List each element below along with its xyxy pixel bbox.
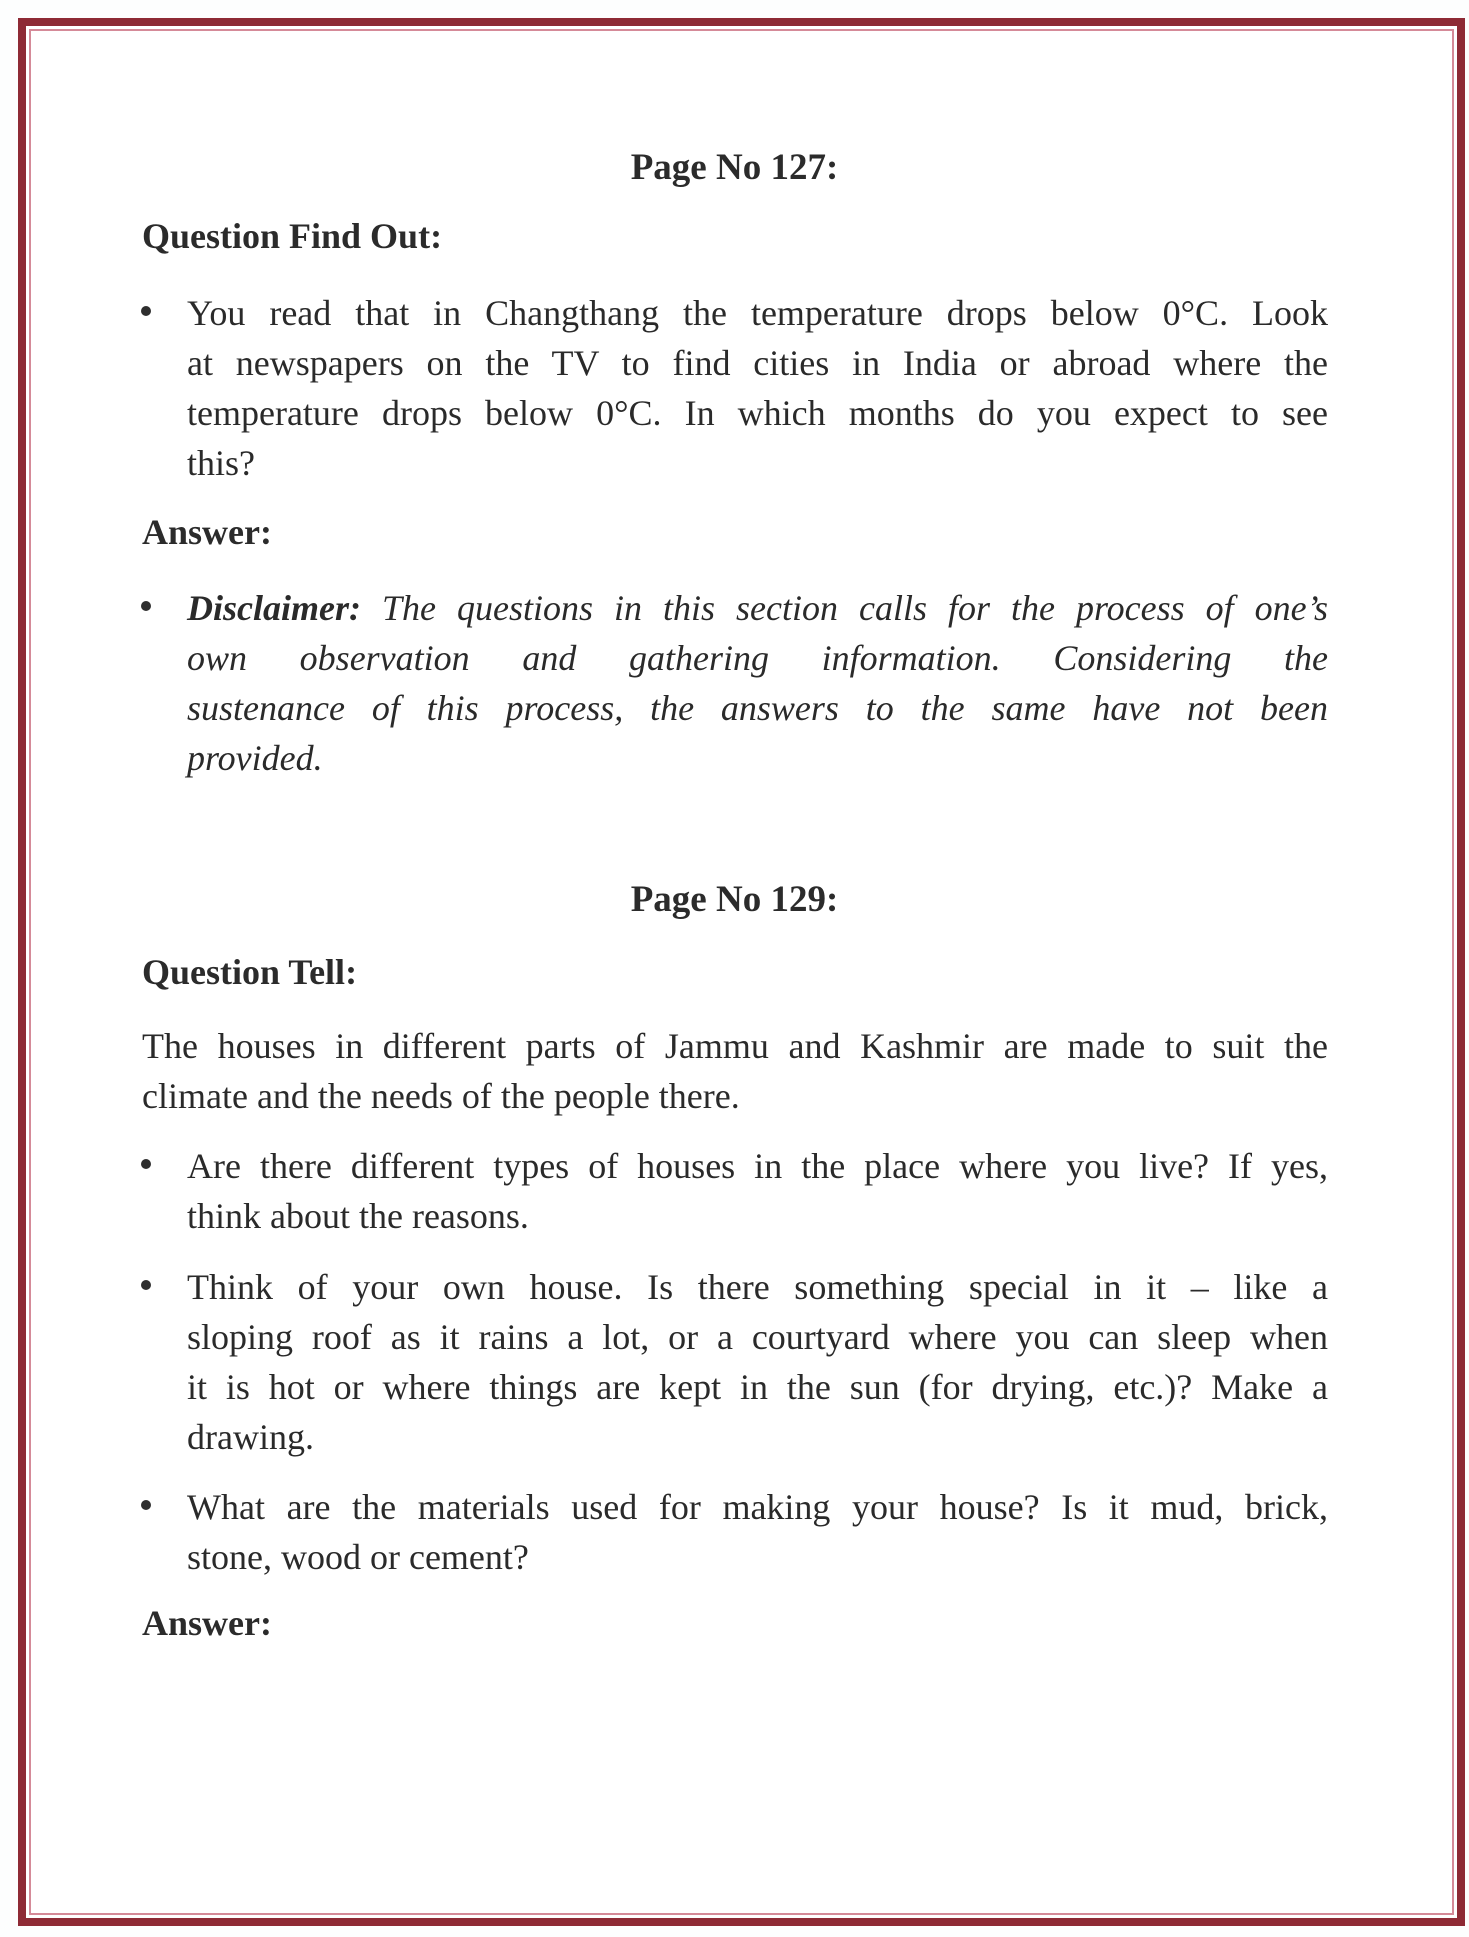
- bullet-icon: [141, 1500, 151, 1510]
- question-tell-bullet-3: [187, 1482, 1328, 1582]
- text-line: at newspapers on the TV to find cities in India or abroad where the: [187, 343, 1328, 383]
- question-tell-bullet-1: [187, 1141, 1328, 1241]
- text-line: provided.: [187, 738, 323, 778]
- bullet-icon: [141, 601, 151, 611]
- text-line: temperature drops below 0°C. In which months do you expect to see: [187, 393, 1328, 433]
- text-line: Think of your own house. Is there something special in it – like a: [187, 1267, 1328, 1307]
- disclaimer-label: Disclaimer:: [187, 588, 361, 628]
- disclaimer-text: [187, 583, 1328, 783]
- question-find-out-text: [187, 288, 1328, 488]
- text-line: The houses in different parts of Jammu and Kashmir are made to suit the: [142, 1026, 1328, 1066]
- text-line: think about the reasons.: [187, 1196, 529, 1236]
- question-tell-bullet-2: [187, 1262, 1328, 1462]
- text-line: own observation and gathering information. Considering the: [187, 638, 1328, 678]
- text-line: climate and the needs of the people there.: [142, 1076, 740, 1116]
- bullet-icon: [141, 1280, 151, 1290]
- disclaimer-line: The questions in this section calls for the process of one’s: [360, 588, 1328, 628]
- bullet-icon: [141, 1159, 151, 1169]
- question-heading-tell: Question Tell:: [142, 952, 358, 992]
- question-heading-find-out: Question Find Out:: [142, 216, 443, 256]
- text-line: Are there different types of houses in the place where you live? If yes,: [187, 1146, 1328, 1186]
- page-heading-127: Page No 127:: [630, 147, 839, 188]
- answer-heading-2: Answer:: [142, 1603, 272, 1643]
- page-heading-129: Page No 129:: [630, 879, 839, 920]
- text-line: stone, wood or cement?: [187, 1537, 529, 1577]
- text-line: You read that in Changthang the temperature drops below 0°C. Look: [187, 293, 1328, 333]
- text-line: it is hot or where things are kept in the sun (for drying, etc.)? Make a: [187, 1367, 1328, 1407]
- text-line: sloping roof as it rains a lot, or a courtyard where you can sleep when: [187, 1317, 1328, 1357]
- text-line: sustenance of this process, the answers to the same have not been: [187, 688, 1328, 728]
- text-line: this?: [187, 443, 255, 483]
- bullet-icon: [141, 306, 151, 316]
- text-line: [187, 583, 1328, 633]
- text-line: What are the materials used for making your house? Is it mud, brick,: [187, 1487, 1328, 1527]
- text-line: drawing.: [187, 1417, 314, 1457]
- question-tell-intro: [142, 1021, 1328, 1121]
- answer-heading-1: Answer:: [142, 512, 272, 552]
